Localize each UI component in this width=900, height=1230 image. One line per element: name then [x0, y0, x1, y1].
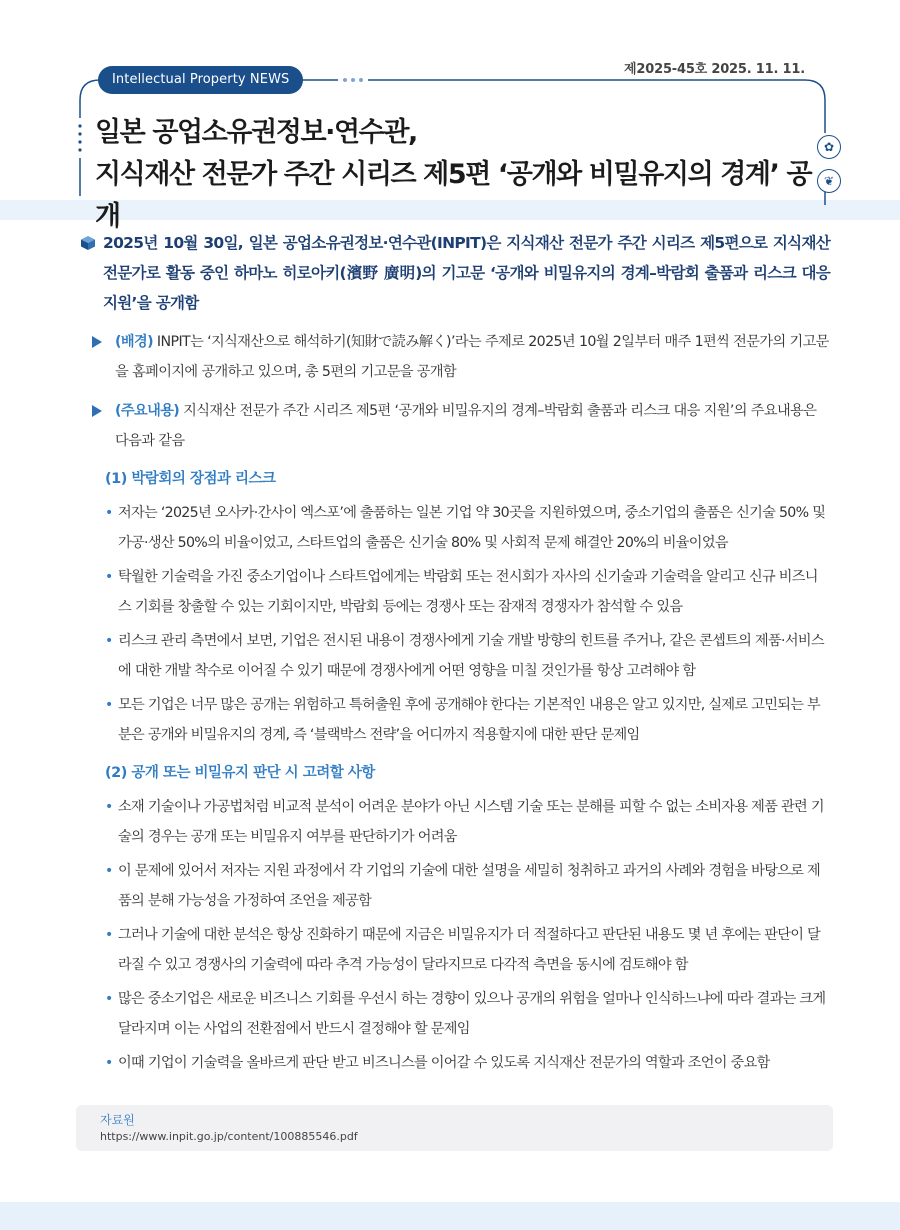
- background-item: [78, 327, 830, 387]
- list-item: [78, 498, 830, 558]
- background-label: (배경): [115, 334, 153, 350]
- list-item-text: 소재 기술이나 가공법처럼 비교적 분석이 어려운 분야가 아닌 시스템 기술 또는 분해를 피할 수 없는 소비자용 제품 관련 기술의 경우는 공개 또는 비밀유지 여부를 판단하기가 어려움: [118, 799, 824, 845]
- background-text: INPIT는 ‘지식재산으로 해석하기(知財で読み解く)’라는 주제로 2025년 10월 2일부터 매주 1편씩 전문가의 기고문을 홈페이지에 공개하고 있으며, 총 5편의 기고문을 공개함: [115, 334, 829, 380]
- bullet-dot-icon: •: [105, 505, 113, 521]
- bullet-dot-icon: •: [105, 633, 113, 649]
- source-box: [76, 1105, 833, 1151]
- triangle-arrow-icon: [92, 405, 102, 417]
- section-heading-1: (1) 박람회의 장점과 리스크: [105, 471, 276, 487]
- bullet-dot-icon: •: [105, 863, 113, 879]
- main-content-text: 지식재산 전문가 주간 시리즈 제5편 ‘공개와 비밀유지의 경계–박람회 출품과 리스크 대응 지원’의 주요내용은 다음과 같음: [115, 403, 817, 449]
- list-item-text: 모든 기업은 너무 많은 공개는 위험하고 특허출원 후에 공개해야 한다는 기본적인 내용은 알고 있지만, 실제로 고민되는 부분은 공개와 비밀유지의 경계, 즉 ‘블랙박스 전략’을 어디까지 적용할지에 대한 판단 문제임: [118, 697, 821, 743]
- list-item: [78, 792, 830, 852]
- bird-circle-icon: ❦: [817, 169, 841, 193]
- list-item: [78, 690, 830, 750]
- list-item-text: 탁월한 기술력을 가진 중소기업이나 스타트업에게는 박람회 또는 전시회가 자사의 신기술과 기술력을 알리고 신규 비즈니스 기회를 창출할 수 있는 기회이지만, 박람회 등에는 경쟁사 또는 잠재적 경쟁자가 참석할 수 있음: [118, 569, 818, 615]
- source-label: 자료원: [100, 1113, 135, 1127]
- list-item: [78, 856, 830, 916]
- list-item: [78, 626, 830, 686]
- title-line-2: 지식재산 전문가 주간 시리즈 제5편 ‘공개와 비밀유지의 경계’ 공개: [95, 159, 812, 232]
- list-item: [78, 562, 830, 622]
- list-item-text: 이 문제에 있어서 저자는 지원 과정에서 각 기업의 기술에 대한 설명을 세밀히 청취하고 과거의 사례와 경험을 바탕으로 제품의 분해 가능성을 가정하여 조언을 제공함: [118, 863, 821, 909]
- list-item: [78, 1048, 830, 1078]
- footer-band: [0, 1202, 900, 1230]
- main-content-item: [78, 396, 830, 456]
- bullet-dot-icon: •: [105, 799, 113, 815]
- list-item-text: 리스크 관리 측면에서 보면, 기업은 전시된 내용이 경쟁사에게 기술 개발 방향의 힌트를 주거나, 같은 콘셉트의 제품·서비스에 대한 개발 착수로 이어질 수 있기 때문에 경쟁사에게 어떤 영향을 미칠 것인가를 항상 고려해야 함: [118, 633, 824, 679]
- source-url[interactable]: https://www.inpit.go.jp/content/100885546.pdf: [100, 1130, 358, 1143]
- list-item-text: 저자는 ‘2025년 오사카·간사이 엑스포’에 출품하는 일본 기업 약 30곳을 지원하였으며, 중소기업의 출품은 신기술 50% 및 가공·생산 50%의 비율이었고, 스타트업의 출품은 신기술 80% 및 사회적 문제 해결안 20%의 비율이었음: [118, 505, 826, 551]
- bullet-dot-icon: •: [105, 569, 113, 585]
- list-item-text: 이때 기업이 기술력을 올바르게 판단 받고 비즈니스를 이어갈 수 있도록 지식재산 전문가의 역할과 조언이 중요함: [118, 1055, 770, 1071]
- lead-text: 2025년 10월 30일, 일본 공업소유권정보·연수관(INPIT)은 지식재산 전문가 주간 시리즈 제5편으로 지식재산 전문가로 활동 중인 하마노 히로아키(濱野 廣明)의 기고문 ‘공개와 비밀유지의 경계–박람회 출품과 리스크 대응 지원’을 공개함: [103, 234, 830, 312]
- bullet-dot-icon: •: [105, 1055, 113, 1071]
- page-title: [95, 112, 815, 238]
- cube-bullet-icon: [80, 235, 96, 251]
- lead-paragraph: [78, 228, 830, 318]
- title-line-1: 일본 공업소유권정보·연수관,: [95, 117, 417, 148]
- flower-circle-icon: ✿: [817, 135, 841, 159]
- list-item: [78, 920, 830, 980]
- news-tag: Intellectual Property NEWS: [98, 66, 303, 94]
- bullet-dot-icon: •: [105, 991, 113, 1007]
- side-icons: [817, 135, 843, 203]
- triangle-arrow-icon: [92, 336, 102, 348]
- issue-number: 제2025-45호 2025. 11. 11.: [624, 62, 805, 77]
- article-body: [78, 228, 830, 1078]
- list-item-text: 많은 중소기업은 새로운 비즈니스 기회를 우선시 하는 경향이 있으나 공개의 위험을 얼마나 인식하느냐에 따라 결과는 크게 달라지며 이는 사업의 전환점에서 반드시 결정해야 할 문제임: [118, 991, 826, 1037]
- list-item: [78, 984, 830, 1044]
- main-content-label: (주요내용): [115, 403, 180, 419]
- bullet-dot-icon: •: [105, 927, 113, 943]
- bullet-dot-icon: •: [105, 697, 113, 713]
- list-item-text: 그러나 기술에 대한 분석은 항상 진화하기 때문에 지금은 비밀유지가 더 적절하다고 판단된 내용도 몇 년 후에는 판단이 달라질 수 있고 경쟁사의 기술력에 따라 추격 가능성이 달라지므로 다각적 측면을 동시에 검토해야 함: [118, 927, 821, 973]
- section-heading-2: (2) 공개 또는 비밀유지 판단 시 고려할 사항: [105, 765, 375, 781]
